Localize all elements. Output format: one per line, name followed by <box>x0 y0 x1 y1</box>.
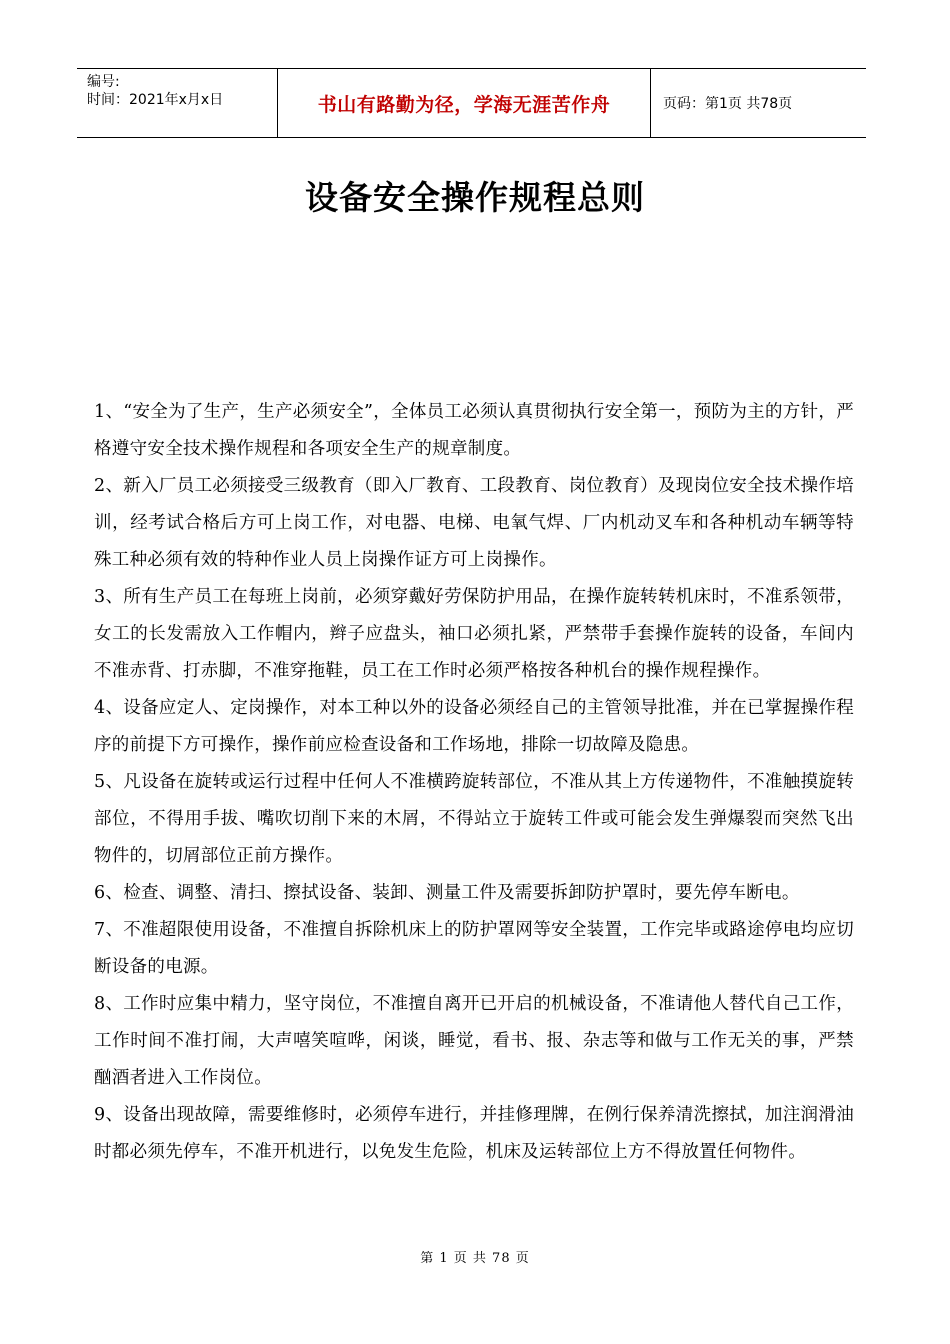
number-label: 编号: <box>87 74 120 90</box>
paragraph-5: 5、凡设备在旋转或运行过程中任何人不准横跨旋转部位，不准从其上方传递物件，不准触摸旋转部位，不得用手拔、嘴吹切削下来的木屑，不得站立于旋转工件或可能会发生弹爆裂而突然飞出物件的，切屑部位正前方操作。 <box>94 772 854 866</box>
motto-text: 书山有路勤为径，学海无涯苦作舟 <box>317 93 611 116</box>
paragraph-8: 8、工作时应集中精力，坚守岗位，不准擅自离开已开启的机械设备，不准请他人替代自己工作，工作时间不准打闹，大声嘻笑喧哗，闲谈，睡觉，看书、报、杂志等和做与工作无关的事，严禁酗酒者进入工作岗位。 <box>94 994 854 1088</box>
paragraph-2: 2、新入厂员工必须接受三级教育（即入厂教育、工段教育、岗位教育）及现岗位安全技术操作培训，经考试合格后方可上岗工作，对电器、电梯、电氧气焊、厂内机动叉车和各种机动车辆等特殊工种必须有效的特种作业人员上岗操作证方可上岗操作。 <box>94 476 854 570</box>
paragraph-6: 6、检查、调整、清扫、擦拭设备、装卸、测量工件及需要拆卸防护罩时，要先停车断电。 <box>94 883 800 903</box>
paragraph-7: 7、不准超限使用设备，不准擅自拆除机床上的防护罩网等安全装置，工作完毕或路途停电均应切断设备的电源。 <box>94 920 854 977</box>
time-label: 时间：2021年x月x日 <box>87 92 224 108</box>
paragraph-3: 3、所有生产员工在每班上岗前，必须穿戴好劳保防护用品，在操作旋转转机床时，不准系领带，女工的长发需放入工作帽内，辫子应盘头，袖口必须扎紧，严禁带手套操作旋转的设备，车间内不准赤背、打赤脚，不准穿拖鞋，员工在工作时必须严格按各种机台的操作规程操作。 <box>94 587 854 681</box>
header-motto-cell <box>278 69 651 137</box>
page-footer: 第 1 页 共 78 页 <box>420 1251 530 1266</box>
page-header <box>77 68 866 138</box>
header-page-cell <box>651 69 866 137</box>
page-info: 页码：第1页 共78页 <box>663 96 793 112</box>
paragraph-9: 9、设备出现故障，需要维修时，必须停车进行，并挂修理牌，在例行保养清洗擦拭，加注润滑油时都必须先停车，不准开机进行，以免发生危险，机床及运转部位上方不得放置任何物件。 <box>94 1105 854 1162</box>
document-title: 设备安全操作规程总则 <box>305 178 645 217</box>
paragraph-1: 1、“安全为了生产，生产必须安全”，全体员工必须认真贯彻执行安全第一，预防为主的方针，严格遵守安全技术操作规程和各项安全生产的规章制度。 <box>94 402 854 459</box>
paragraph-4: 4、设备应定人、定岗操作，对本工种以外的设备必须经自己的主管领导批准，并在已掌握操作程序的前提下方可操作，操作前应检查设备和工作场地，排除一切故障及隐患。 <box>94 698 854 755</box>
header-meta-cell <box>77 69 278 137</box>
document-body <box>94 394 854 1171</box>
